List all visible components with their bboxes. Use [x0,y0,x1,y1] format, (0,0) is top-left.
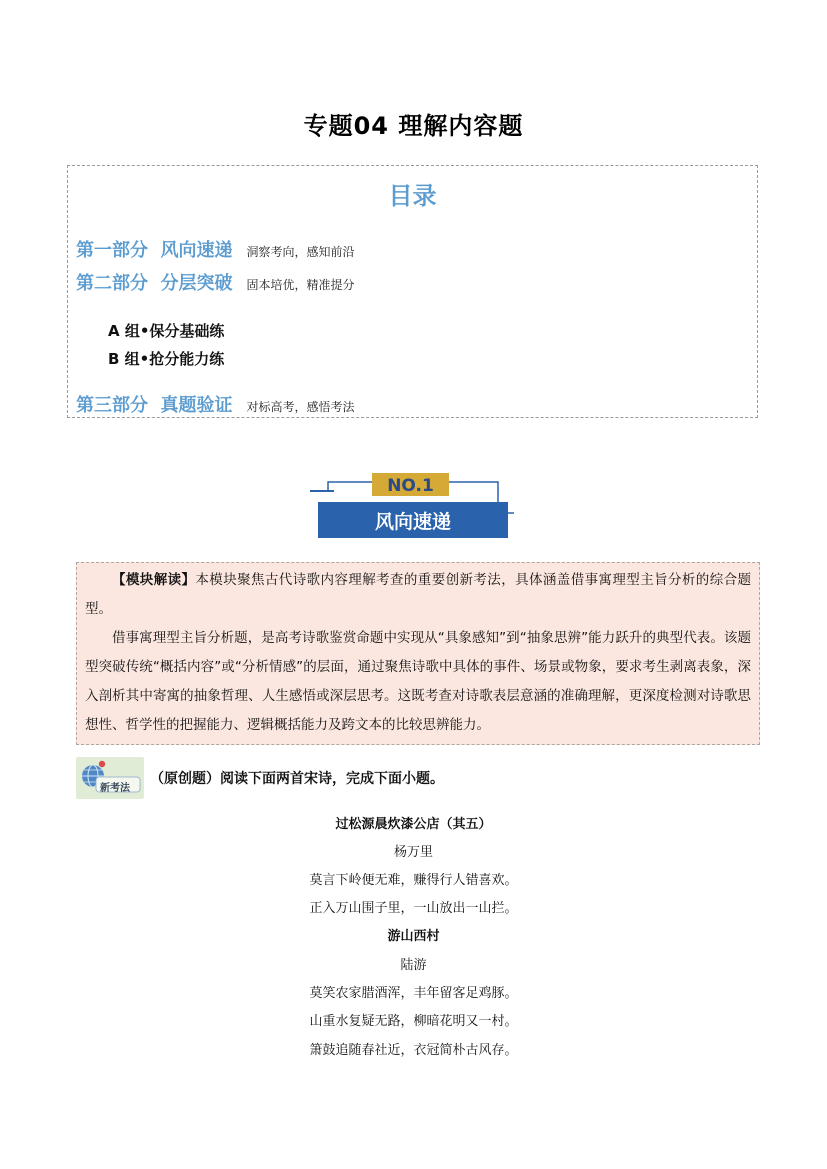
toc-group-b[interactable]: B 组•抢分能力练 [108,350,225,368]
new-method-badge [76,757,144,799]
toc-part-3[interactable] [76,391,355,417]
badge-label: 新考法 [100,783,130,794]
poem-2-line: 莫笑农家腊酒浑，丰年留客足鸡豚。 [309,986,518,1001]
toc-part-subtitle: 对标高考，感悟考法 [246,400,355,414]
poem-1-title: 过松源晨炊漆公店（其五） [335,817,492,832]
toc-heading: 目录 [388,182,437,210]
section-banner [308,470,518,542]
table-of-contents [67,165,758,418]
toc-part-label: 第三部分 真题验证 [76,395,233,416]
banner-number: NO.1 [387,476,434,496]
poem-2-line: 箫鼓追随春社近，衣冠简朴古风存。 [309,1043,518,1058]
module-lead: 【模块解读】 [112,572,196,588]
toc-part-subtitle: 洞察考向，感知前沿 [246,245,355,259]
document-title: 专题04 理解内容题 [303,112,524,140]
module-paragraph-2: 借事寓理型主旨分析题，是高考诗歌鉴赏命题中实现从“具象感知”到“抽象思辨”能力跃升的典型代表。该题型突破传统“概括内容”或“分析情感”的层面，通过聚焦诗歌中具体的事件、场景或物象，要求考生剥离表象，深入剖析其中寄寓的抽象哲理、人生感悟或深层思考。这既考查对诗歌表层意涵的准确理解，更深度检测对诗歌思想性、哲学性的把握能力、逻辑概括能力及跨文本的比较思辨能力。 [85,630,751,733]
toc-part-2[interactable] [76,269,355,295]
module-paragraph-1 [85,566,751,624]
poem-2-line: 山重水复疑无路，柳暗花明又一村。 [309,1014,518,1029]
poem-2-title: 游山西村 [387,929,440,944]
poem-2-author: 陆游 [400,958,427,973]
module-interpretation [76,562,760,745]
module-paragraph-1-text: 本模块聚焦古代诗歌内容理解考查的重要创新考法，具体涵盖借事寓理型主旨分析的综合题型。 [85,572,752,617]
banner-label: 风向速递 [374,511,452,533]
question-prompt: （原创题）阅读下面两首宋诗，完成下面小题。 [150,771,444,787]
toc-group-a[interactable]: A 组•保分基础练 [108,322,225,340]
poem-1-line: 正入万山围子里，一山放出一山拦。 [309,901,518,916]
poem-1-line: 莫言下岭便无难，赚得行人错喜欢。 [309,873,518,888]
toc-part-subtitle: 固本培优，精准提分 [246,278,355,292]
toc-part-label: 第一部分 风向速递 [76,240,233,261]
toc-part-label: 第二部分 分层突破 [76,273,233,294]
toc-part-1[interactable] [76,236,355,262]
poem-1-author: 杨万里 [393,845,433,860]
